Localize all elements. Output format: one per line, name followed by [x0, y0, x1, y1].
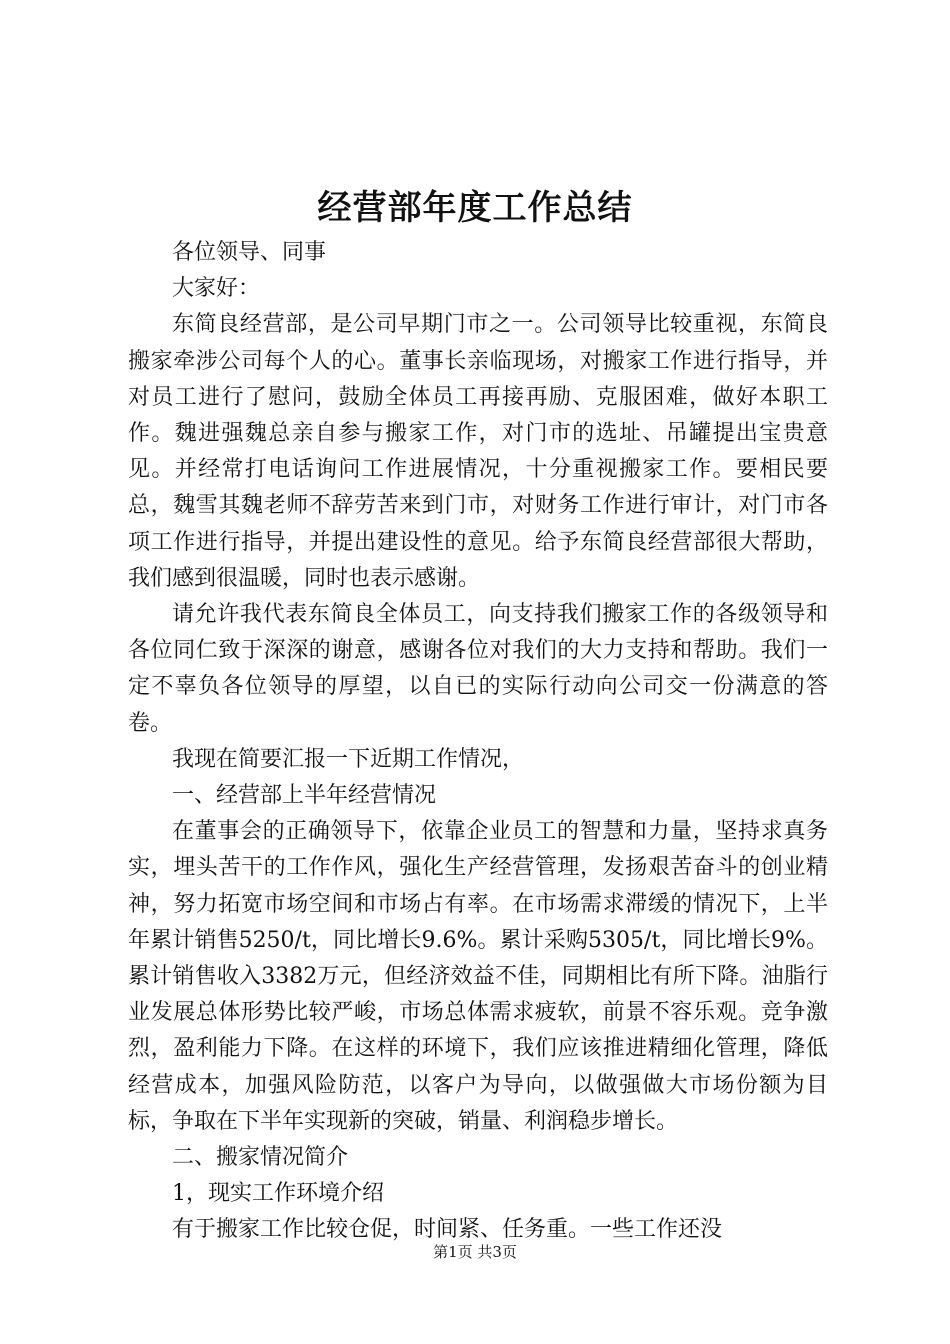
section-heading-2: 二、搬家情况简介 [172, 1145, 349, 1171]
greeting: 大家好： [172, 276, 261, 302]
paragraph-intro: 东简良经营部，是公司早期门市之一。公司领导比较重视，东简良搬家牵涉公司每个人的心。董事长亲临现场，对搬家工作进行指导，并对员工进行了慰问，鼓励全体员工再接再励、克服困难，做好本职工作。魏进强魏总亲自参与搬家工作，对门市的选址、吊罐提出宝贵意见。并经常打电话询问工作进展情况，十分重视搬家工作。要相民要总，魏雪其魏老师不辞劳苦来到门市，对财务工作进行审计，对门市各项工作进行指导，并提出建设性的意见。给予东简良经营部很大帮助，我们感到很温暖，同时也表示感谢。 [128, 312, 828, 591]
section-heading-1: 一、经营部上半年经营情况 [172, 783, 437, 809]
subsection-heading-1: 1，现实工作环境介绍 [172, 1181, 384, 1207]
paragraph-environment: 有于搬家工作比较仓促，时间紧、任务重。一些工作还没 [172, 1217, 723, 1243]
salutation: 各位领导、同事 [172, 240, 327, 265]
document-title: 经营部年度工作总结 [317, 188, 633, 228]
page-footer: 第1页 共3页 [433, 1243, 517, 1261]
paragraph-business-status: 在董事会的正确领导下，依靠企业员工的智慧和力量，坚持求真务实，埋头苦干的工作作风，强化生产经营管理，发扬艰苦奋斗的创业精神，努力拓宽市场空间和市场占有率。在市场需求滞缓的情况下，上半年累计销售5250/t，同比增长9.6%。累计采购5305/t，同比增长9%。累计销售收入3382万元，但经济效益不佳，同期相比有所下降。油脂行业发展总体形势比较严峻，市场总体需求疲软，前景不容乐观。竞争激烈，盈利能力下降。在这样的环境下，我们应该推进精细化管理，降低经营成本，加强风险防范，以客户为导向，以做强做大市场份额为目标，争取在下半年实现新的突破，销量、利润稳步增长。 [128, 819, 828, 1134]
paragraph-report-lead: 我现在简要汇报一下近期工作情况， [172, 746, 525, 772]
paragraph-thanks: 请允许我代表东简良全体员工，向支持我们搬家工作的各级领导和各位同仁致于深深的谢意，感谢各位对我们的大力支持和帮助。我们一定不辜负各位领导的厚望，以自已的实际行动向公司交一份满意的答卷。 [128, 602, 828, 736]
document-body [128, 235, 828, 1249]
